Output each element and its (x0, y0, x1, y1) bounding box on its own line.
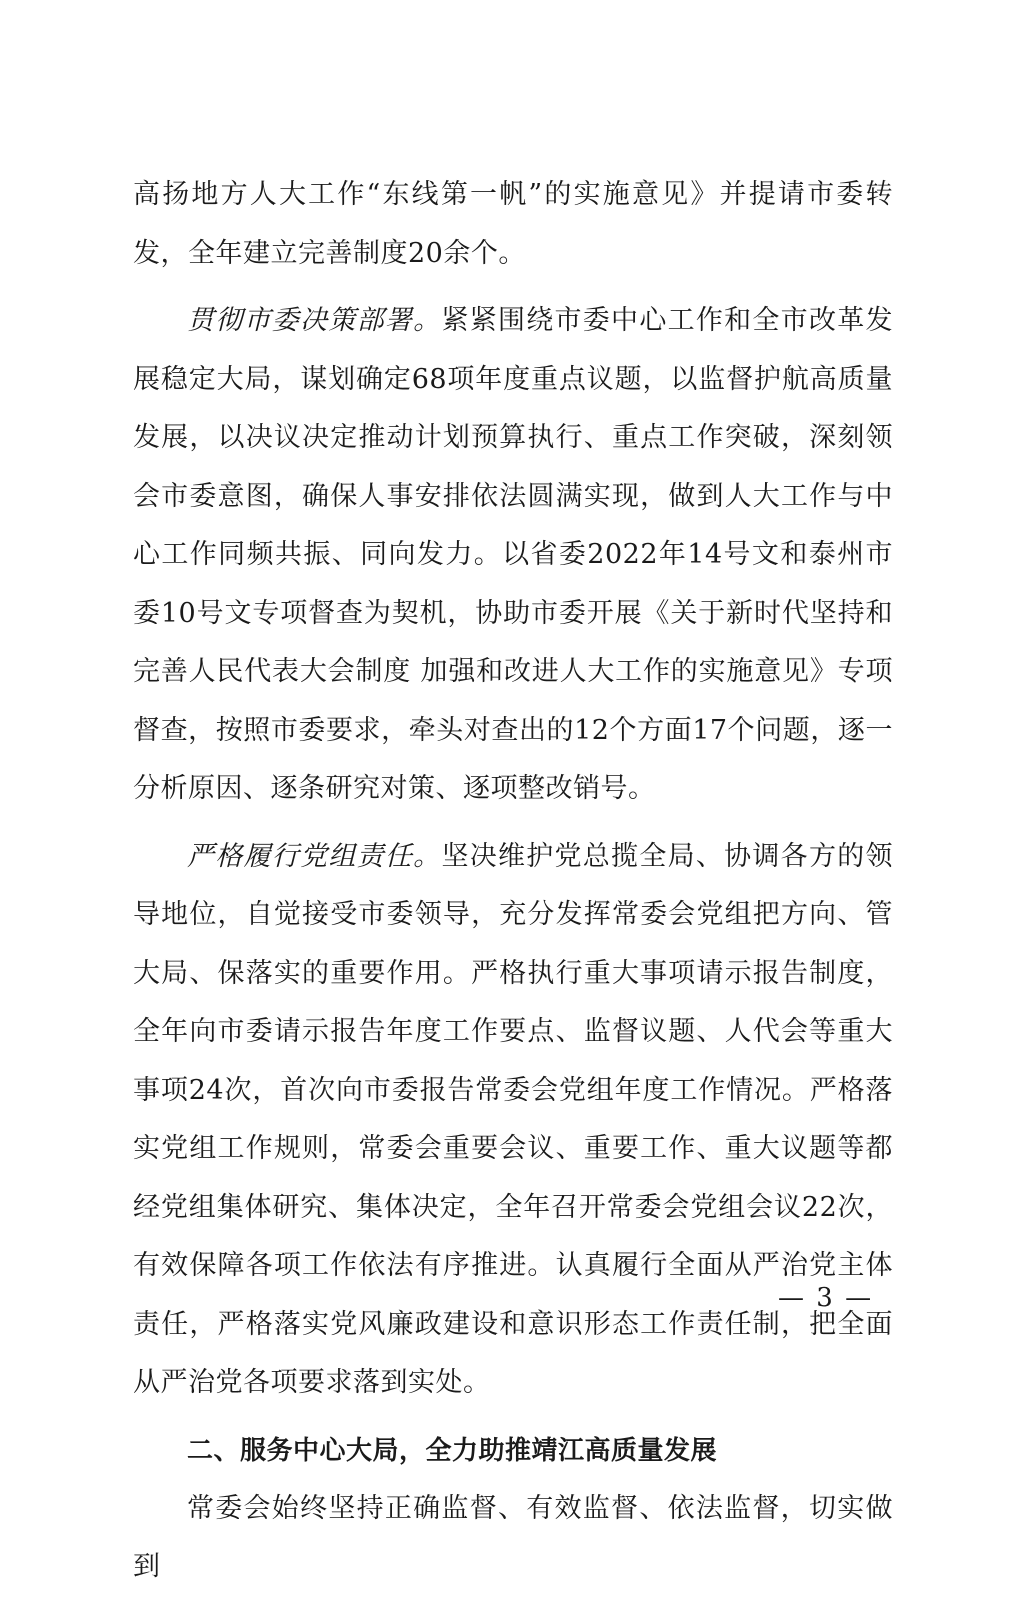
paragraph-2-lead: 贯彻市委决策部署。 (187, 305, 442, 336)
paragraph-3-text: 坚决维护党总揽全局、协调各方的领导地位，自觉接受市委领导，充分发挥常委会党组把方向、管大局、保落实的重要作用。严格执行重大事项请示报告制度，全年向市委请示报告年度工作要点、监督议题、人代会等重大事项24次，首次向市委报告常委会党组年度工作情况。严格落实党组工作规则，常委会重要会议、重要工作、重大议题等都经党组集体研究、集体决定，全年召开常委会党组会议22次，有效保障各项工作依法有序推进。认真履行全面从严治党主体责任，严格落实党风廉政建设和意识形态工作责任制，把全面从严治党各项要求落到实处。 (133, 840, 893, 1398)
paragraph-3 (133, 828, 893, 1413)
section-heading: 二、服务中心大局，全力助推靖江高质量发展 (187, 1435, 718, 1466)
page-number: — 3 — (778, 1283, 874, 1313)
document-body (133, 166, 893, 1606)
paragraph-1 (133, 166, 893, 283)
paragraph-3-lead: 严格履行党组责任。 (187, 840, 442, 872)
paragraph-2-text: 紧紧围绕市委中心工作和全市改革发展稳定大局，谋划确定68项年度重点议题，以监督护航高质量发展，以决议决定推动计划预算执行、重点工作突破，深刻领会市委意图，确保人事安排依法圆满实现，做到人大工作与中心工作同频共振、同向发力。以省委2022年14号文和泰州市委10号文专项督查为契机，协助市委开展《关于新时代坚持和完善人民代表大会制度 加强和改进人大工作的实施意见》专项督查，按照市委要求，牵头对查出的12个方面17个问题，逐一分析原因、逐条研究对策、逐项整改销号。 (133, 305, 893, 804)
paragraph-1-text: 高扬地方人大工作“东线第一帆”的实施意见》并提请市委转发，全年建立完善制度20余个。 (133, 179, 893, 269)
paragraph-2 (133, 292, 893, 819)
closing-paragraph: 常委会始终坚持正确监督、有效监督、依法监督，切实做到 (133, 1492, 893, 1582)
